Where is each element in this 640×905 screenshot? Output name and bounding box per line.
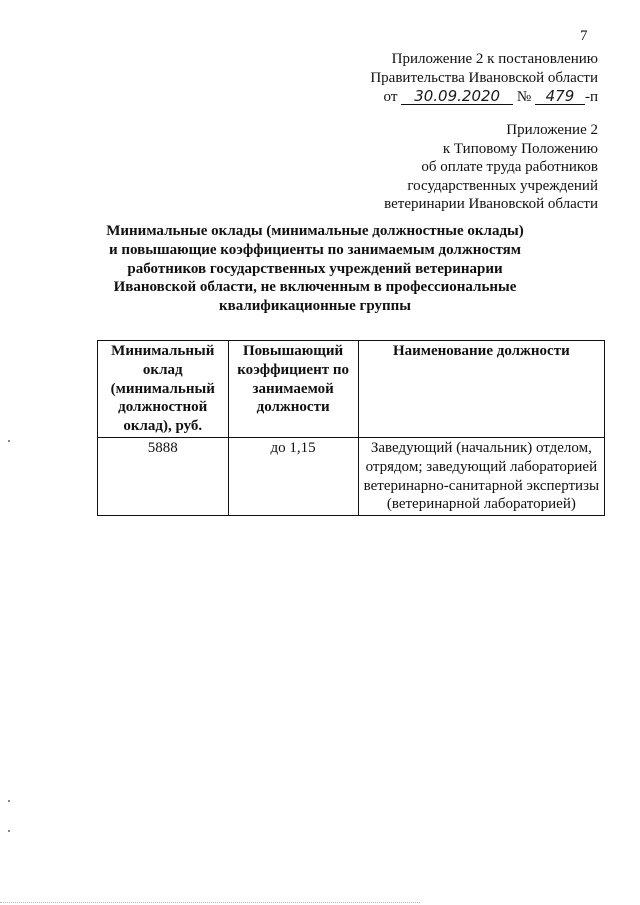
header-position-name: Наименование должности xyxy=(358,341,604,438)
scan-edge-artifact xyxy=(0,901,420,903)
table-row xyxy=(98,437,605,515)
cell-coefficient: до 1,15 xyxy=(228,437,358,515)
title-line5: квалификационные группы xyxy=(218,298,411,315)
scan-mark xyxy=(8,800,10,802)
appendix-regulation-line4: государственных учреждений xyxy=(407,177,598,194)
title-line2: и повышающие коэффициенты по занимаемым должностям xyxy=(108,241,521,258)
from-label: от xyxy=(383,89,398,105)
resolution-date-number-line xyxy=(370,88,598,107)
scan-mark xyxy=(8,440,10,442)
handwritten-date: 30.09.2020 xyxy=(401,88,513,105)
document-title xyxy=(95,222,535,316)
title-line4: Ивановской области, не включенным в профессиональные xyxy=(113,279,517,296)
appendix-regulation-line5: ветеринарии Ивановской области xyxy=(384,196,598,212)
title-line3: работников государственных учреждений ветеринарии xyxy=(127,260,503,277)
header-minimum-salary: Минимальный оклад (минимальный должностной оклад), руб. xyxy=(98,341,229,438)
cell-position: Заведующий (начальник) отделом, отрядом; заведующий лабораторией ветеринарно-санитарной экспертизы (ветеринарной лабораторией) xyxy=(358,437,604,515)
number-label: № xyxy=(516,89,532,105)
appendix-regulation-line3: об оплате труда работников xyxy=(421,159,598,175)
page-number: 7 xyxy=(580,28,588,44)
appendix-resolution-line1: Приложение 2 к постановлению xyxy=(391,51,598,67)
number-suffix: -п xyxy=(584,89,598,105)
cell-salary: 5888 xyxy=(98,437,229,515)
appendix-resolution-line2: Правительства Ивановской области xyxy=(370,70,598,86)
appendix-regulation-line2: к Типовому Положению xyxy=(442,140,598,157)
appendix-resolution-header xyxy=(370,50,598,107)
appendix-regulation-line1: Приложение 2 xyxy=(506,122,598,138)
header-coefficient: Повышающий коэффициент по занимаемой должности xyxy=(228,341,358,438)
table-header-row xyxy=(98,341,605,438)
scan-mark xyxy=(8,830,10,832)
handwritten-number: 479 xyxy=(535,88,585,105)
appendix-regulation-header xyxy=(384,121,598,214)
salary-table xyxy=(97,340,605,516)
title-line1: Минимальные оклады (минимальные должностные оклады) xyxy=(106,223,524,239)
